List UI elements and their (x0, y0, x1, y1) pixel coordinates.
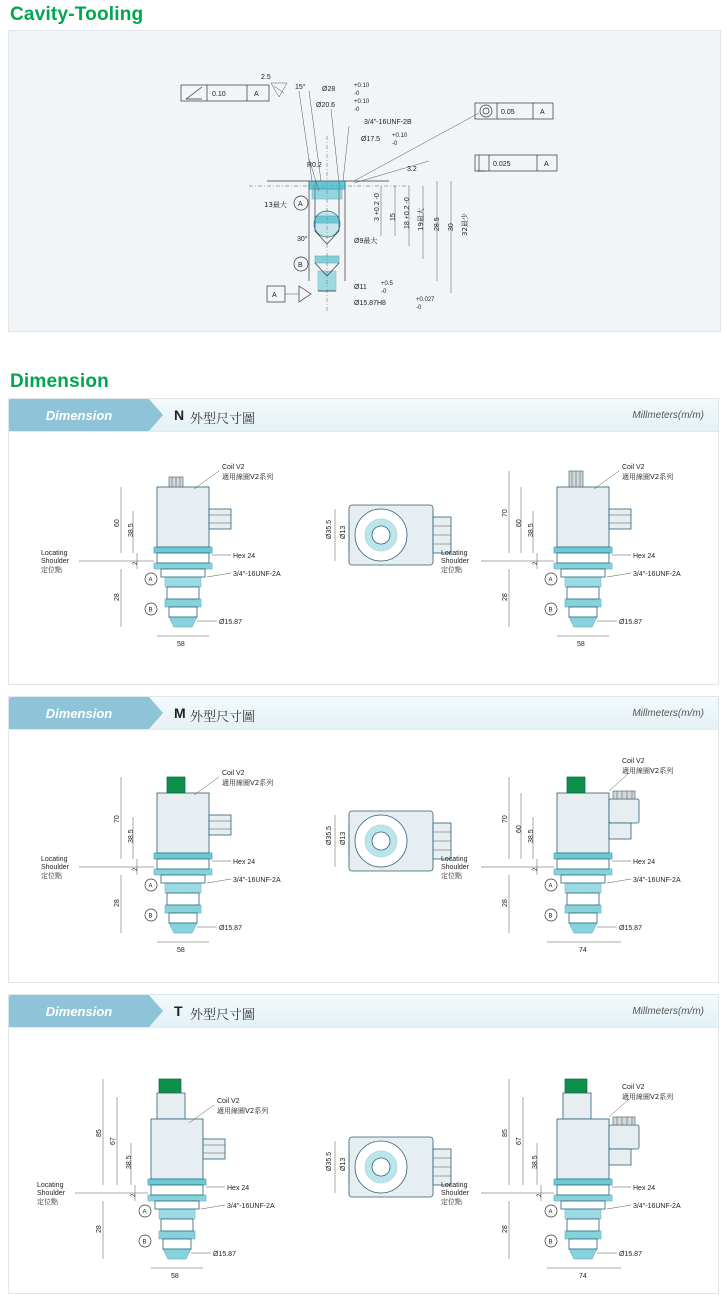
t-right-coil-label-cn: 適用線圈V2系列 (622, 1093, 674, 1101)
datum-a-frame (267, 286, 311, 302)
concentricity-frame (475, 103, 553, 119)
dimension-n-tag: Dimension (9, 399, 149, 431)
n-right-hex: Hex 24 (633, 553, 656, 560)
n-left-dim-2: 2 (133, 561, 139, 565)
m-left-dim-385: 38.5 (128, 829, 135, 843)
n-right-coil-label-cn: 適用線圈V2系列 (622, 473, 674, 481)
m-left-locating-1: Locating (41, 856, 68, 863)
t-left-port-a: A (142, 1209, 147, 1216)
port-a-label: A (298, 201, 303, 208)
dim-30-label: 30 (448, 223, 455, 231)
t-left-thread: 3/4"-16UNF-2A (227, 1203, 275, 1210)
dim-18-label: 18 +0.2 -0 (404, 197, 411, 229)
dimension-m-drawing (9, 729, 718, 979)
m-left-width: 58 (177, 947, 185, 954)
m-right-coil-label: Coil V2 (622, 758, 645, 765)
m-left-dim-2: 2 (133, 867, 139, 871)
dia-1587-label: Ø15.87H8 (354, 300, 386, 307)
n-left-coil-label: Coil V2 (222, 464, 245, 471)
n-left-port-a: A (148, 577, 153, 584)
concentricity-datum: A (540, 109, 545, 116)
n-right-dia: Ø15.87 (619, 619, 642, 626)
dia-28-tol-up: +0.10 (354, 83, 370, 89)
perpendicularity-value: 0.025 (493, 161, 511, 168)
m-right-port-a: A (548, 883, 553, 890)
dia-206-tol-low: -0 (354, 107, 360, 113)
t-left-dim-67: 67 (110, 1137, 117, 1145)
n-right-port-b: B (548, 607, 553, 614)
t-top-view (326, 1137, 451, 1197)
m-left-locating-2: Shoulder (41, 864, 70, 871)
t-right-locating-cn: 定位點 (441, 1198, 462, 1206)
dimension-t-unit: Millmeters(m/m) (632, 1006, 704, 1017)
dimension-t-drawing (9, 1027, 718, 1291)
t-top-dia-outer: Ø35.5 (326, 1151, 333, 1171)
dia-11-tol-up: +0.5 (381, 281, 393, 287)
concentricity-value: 0.05 (501, 109, 515, 116)
t-left-hex: Hex 24 (227, 1185, 250, 1192)
t-left-port-b: B (142, 1239, 147, 1246)
angle-15-label: 15° (295, 84, 306, 91)
t-left-view (37, 1079, 275, 1280)
t-right-thread: 3/4"-16UNF-2A (633, 1203, 681, 1210)
dia-1587-tol-low: -0 (416, 305, 422, 311)
m-right-locating-cn: 定位點 (441, 872, 462, 880)
dimension-t-header (9, 995, 718, 1028)
dim-3-label: 3 +0.2 -0 (374, 193, 381, 221)
t-right-port-a: A (548, 1209, 553, 1216)
n-right-view (441, 464, 681, 648)
m-top-dia-inner: Ø13 (340, 831, 347, 845)
t-right-port-b: B (548, 1239, 553, 1246)
dimension-block-m (8, 696, 719, 983)
depth-13-label: 13最大 (264, 201, 287, 209)
m-right-locating-2: Shoulder (441, 864, 470, 871)
dim-19-label: 19最大 (417, 208, 425, 231)
dimension-block-n (8, 398, 719, 685)
m-right-dim-385: 38.5 (528, 829, 535, 843)
m-right-dim-2: 2 (533, 867, 539, 871)
n-left-port-b: B (148, 607, 153, 614)
t-left-coil-label-cn: 適用線圈V2系列 (217, 1107, 269, 1115)
dimension-t-letter: T (174, 1003, 183, 1019)
m-right-thread: 3/4"-16UNF-2A (633, 877, 681, 884)
n-right-dim-28: 28 (502, 593, 509, 601)
dia-28-label: Ø28 (322, 86, 336, 93)
dia-175-tol-up: +0.10 (392, 133, 408, 139)
dim-32min-label: 32最少 (461, 213, 469, 236)
n-top-view (326, 505, 451, 565)
m-left-dia: Ø15.87 (219, 925, 242, 932)
m-right-dia: Ø15.87 (619, 925, 642, 932)
dimension-m-tag: Dimension (9, 697, 149, 729)
n-left-view (41, 464, 281, 648)
dia-1587-tol-up: +0.027 (416, 297, 435, 303)
m-right-port-b: B (548, 913, 553, 920)
dia-206-label: Ø20.6 (316, 102, 336, 109)
m-right-dim-60: 60 (516, 825, 523, 833)
dim-15-label: 15 (390, 213, 397, 221)
port-b-label: B (298, 262, 303, 269)
t-left-dia: Ø15.87 (213, 1251, 236, 1258)
perpendicularity-datum: A (544, 161, 549, 168)
n-right-coil-label: Coil V2 (622, 464, 645, 471)
n-right-locating-cn: 定位點 (441, 566, 462, 574)
cavity-tooling-panel (8, 30, 721, 332)
chamfer-25-label: 2.5 (261, 74, 271, 81)
t-right-dim-385: 38.5 (532, 1155, 539, 1169)
t-right-coil-label: Coil V2 (622, 1084, 645, 1091)
t-right-width: 74 (579, 1273, 587, 1280)
dim-285-label: 28.5 (434, 217, 441, 231)
m-left-dim-70: 70 (114, 815, 121, 823)
dia-206-tol-up: +0.10 (354, 99, 370, 105)
dimension-n-letter: N (174, 407, 185, 423)
dimension-n-header (9, 399, 718, 432)
t-left-coil-label: Coil V2 (217, 1098, 240, 1105)
n-left-dim-60: 60 (114, 519, 121, 527)
dimension-n-unit: Millmeters(m/m) (632, 410, 704, 421)
m-right-coil-label-cn: 適用線圈V2系列 (622, 767, 674, 775)
cavity-tooling-title: Cavity-Tooling (10, 4, 144, 25)
flatness-datum: A (254, 91, 259, 98)
flatness-frame (181, 85, 269, 101)
t-right-dia: Ø15.87 (619, 1251, 642, 1258)
n-right-thread: 3/4"-16UNF-2A (633, 571, 681, 578)
m-left-port-b: B (148, 913, 153, 920)
n-top-dia-outer: Ø35.5 (326, 519, 333, 539)
t-right-dim-85: 85 (502, 1129, 509, 1137)
m-right-width: 74 (579, 947, 587, 954)
dimension-t-tag: Dimension (9, 995, 149, 1027)
m-left-coil-label: Coil V2 (222, 770, 245, 777)
n-left-dia: Ø15.87 (219, 619, 242, 626)
n-right-dim-385: 38.5 (528, 523, 535, 537)
t-right-dim-28: 28 (502, 1225, 509, 1233)
n-right-dim-60: 60 (516, 519, 523, 527)
cavity-tooling-drawing (9, 31, 720, 331)
t-left-locating-1: Locating (37, 1182, 64, 1189)
t-left-locating-2: Shoulder (37, 1190, 66, 1197)
n-right-dim-70: 70 (502, 509, 509, 517)
t-right-view (441, 1079, 681, 1280)
port-b-bubble (294, 257, 308, 271)
m-left-hex: Hex 24 (233, 859, 256, 866)
t-right-dim-2: 2 (537, 1193, 543, 1197)
t-top-dia-inner: Ø13 (340, 1157, 347, 1171)
t-left-dim-2: 2 (131, 1193, 137, 1197)
m-top-dia-outer: Ø35.5 (326, 825, 333, 845)
m-top-view (326, 811, 451, 871)
dimension-block-t (8, 994, 719, 1294)
n-left-locating-1: Locating (41, 550, 68, 557)
n-left-thread: 3/4"-16UNF-2A (233, 571, 281, 578)
n-right-dim-2: 2 (533, 561, 539, 565)
m-left-locating-cn: 定位點 (41, 872, 62, 880)
dimension-n-body (9, 431, 718, 684)
m-left-coil-label-cn: 適用線圈V2系列 (222, 779, 274, 787)
n-left-dim-28: 28 (114, 593, 121, 601)
m-right-locating-1: Locating (441, 856, 468, 863)
angle-30-label: 30° (297, 236, 308, 243)
dia-175-tol-low: -0 (392, 141, 398, 147)
n-left-locating-cn: 定位點 (41, 566, 62, 574)
dimension-m-header (9, 697, 718, 730)
datum-a-label: A (272, 292, 277, 299)
m-right-dim-70: 70 (502, 815, 509, 823)
m-right-dim-28: 28 (502, 899, 509, 907)
thread-label: 3/4"-16UNF-2B (364, 119, 412, 126)
m-left-port-a: A (148, 883, 153, 890)
t-right-dim-67: 67 (516, 1137, 523, 1145)
m-right-hex: Hex 24 (633, 859, 656, 866)
perpendicularity-frame (475, 155, 557, 171)
dia-11-label: Ø11 (354, 284, 367, 291)
m-right-view (441, 758, 681, 954)
t-left-locating-cn: 定位點 (37, 1198, 58, 1206)
t-right-locating-1: Locating (441, 1182, 468, 1189)
dimension-m-unit: Millmeters(m/m) (632, 708, 704, 719)
n-left-width: 58 (177, 641, 185, 648)
n-left-coil-label-cn: 適用線圈V2系列 (222, 473, 274, 481)
dimension-title: Dimension (10, 371, 109, 392)
dimension-n-label: 外型尺寸圖 (190, 412, 256, 427)
dia-175-label: Ø17.5 (361, 136, 381, 143)
t-left-dim-85: 85 (96, 1129, 103, 1137)
t-left-width: 58 (171, 1273, 179, 1280)
n-right-port-a: A (548, 577, 553, 584)
dimension-m-letter: M (174, 705, 186, 721)
n-top-dia-inner: Ø13 (340, 525, 347, 539)
dim-32-label: 3.2 (407, 166, 417, 173)
dia-9-max-label: Ø9最大 (354, 238, 378, 245)
n-left-locating-2: Shoulder (41, 558, 70, 565)
n-right-locating-2: Shoulder (441, 558, 470, 565)
radius-label: R0.2 (307, 162, 322, 169)
dimension-m-label: 外型尺寸圖 (190, 710, 256, 725)
n-right-width: 58 (577, 641, 585, 648)
port-a-bubble (294, 196, 308, 210)
dimension-t-label: 外型尺寸圖 (190, 1008, 256, 1023)
t-right-locating-2: Shoulder (441, 1190, 470, 1197)
m-left-view (41, 770, 281, 954)
dimension-m-body (9, 729, 718, 982)
m-left-thread: 3/4"-16UNF-2A (233, 877, 281, 884)
n-right-locating-1: Locating (441, 550, 468, 557)
flatness-value: 0.10 (212, 91, 226, 98)
t-left-dim-28: 28 (96, 1225, 103, 1233)
dimension-n-drawing (9, 431, 718, 681)
dia-28-tol-low: -0 (354, 91, 360, 97)
n-left-dim-385: 38.5 (128, 523, 135, 537)
dimension-t-body (9, 1027, 718, 1293)
m-left-dim-28: 28 (114, 899, 121, 907)
n-left-hex: Hex 24 (233, 553, 256, 560)
dia-11-tol-low: -0 (381, 289, 387, 295)
t-right-hex: Hex 24 (633, 1185, 656, 1192)
t-left-dim-385: 38.5 (126, 1155, 133, 1169)
